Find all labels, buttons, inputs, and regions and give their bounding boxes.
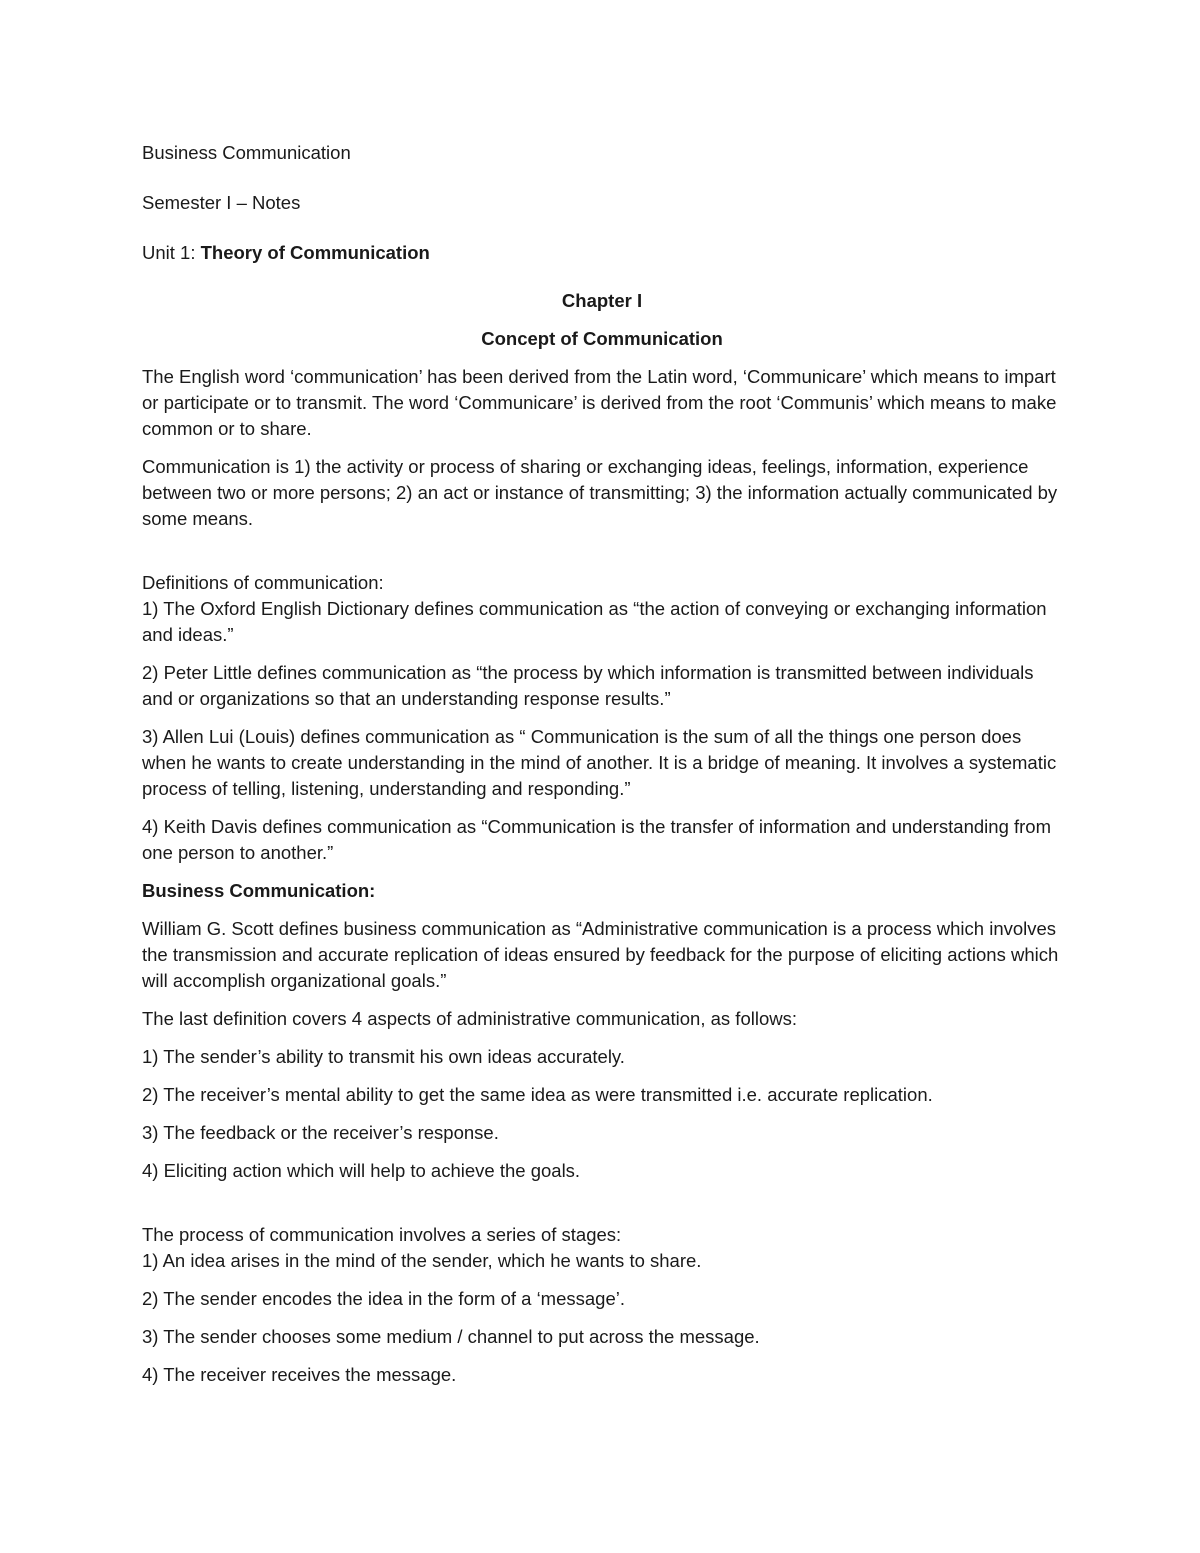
subject-title: Business Communication	[142, 142, 351, 163]
chapter-number: Chapter I	[561, 290, 643, 311]
meaning-paragraph: Communication is 1) the activity or process of sharing or exchanging ideas, feelings, information, experience between two or more persons; 2) an act or instance of transmitting; 3) the information actually communicated by some means.	[142, 456, 1058, 529]
etymology-paragraph: The English word ‘communication’ has been derived from the Latin word, ‘Communicare’ which means to impart or participate or to transmit. The word ‘Communicare’ is derived from the root ‘Communis’ which means to make common or to share.	[142, 366, 1057, 439]
aspects-intro: The last definition covers 4 aspects of administrative communication, as follows:	[142, 1008, 797, 1029]
definition-item: 1) The Oxford English Dictionary defines communication as “the action of conveying or exchanging information and ideas.”	[142, 598, 1047, 645]
semester-label: Semester I – Notes	[142, 192, 301, 213]
unit-heading	[142, 240, 1062, 266]
unit-title: Theory of Communication	[200, 242, 430, 263]
aspect-item: 1) The sender’s ability to transmit his own ideas accurately.	[142, 1046, 625, 1067]
notes-body	[142, 140, 1062, 1400]
aspect-item: 4) Eliciting action which will help to achieve the goals.	[142, 1160, 581, 1181]
chapter-title: Concept of Communication	[481, 328, 723, 349]
process-stage: 1) An idea arises in the mind of the sender, which he wants to share.	[142, 1250, 702, 1271]
process-stage: 4) The receiver receives the message.	[142, 1364, 457, 1385]
business-heading: Business Communication:	[142, 880, 376, 901]
definition-item: 4) Keith Davis defines communication as “Communication is the transfer of information and understanding from one person to another.”	[142, 816, 1051, 863]
aspect-item: 3) The feedback or the receiver’s response.	[142, 1122, 499, 1143]
unit-prefix: Unit 1:	[142, 242, 201, 263]
scott-definition: William G. Scott defines business communication as “Administrative communication is a process which involves the transmission and accurate replication of ideas ensured by feedback for the purpose of eliciting actions which will accomplish organizational goals.”	[142, 918, 1059, 991]
definition-item: 3) Allen Lui (Louis) defines communication as “ Communication is the sum of all the things one person does when he wants to create understanding in the mind of another. It is a bridge of meaning. It involves a systematic process of telling, listening, understanding and responding.”	[142, 726, 1057, 799]
process-stage: 3) The sender chooses some medium / channel to put across the message.	[142, 1326, 760, 1347]
process-intro: The process of communication involves a series of stages:	[142, 1224, 622, 1245]
process-stage: 2) The sender encodes the idea in the form of a ‘message’.	[142, 1288, 625, 1309]
definitions-heading: Definitions of communication:	[142, 572, 384, 593]
aspect-item: 2) The receiver’s mental ability to get the same idea as were transmitted i.e. accurate replication.	[142, 1084, 933, 1105]
definition-item: 2) Peter Little defines communication as “the process by which information is transmitted between individuals and or organizations so that an understanding response results.”	[142, 662, 1034, 709]
